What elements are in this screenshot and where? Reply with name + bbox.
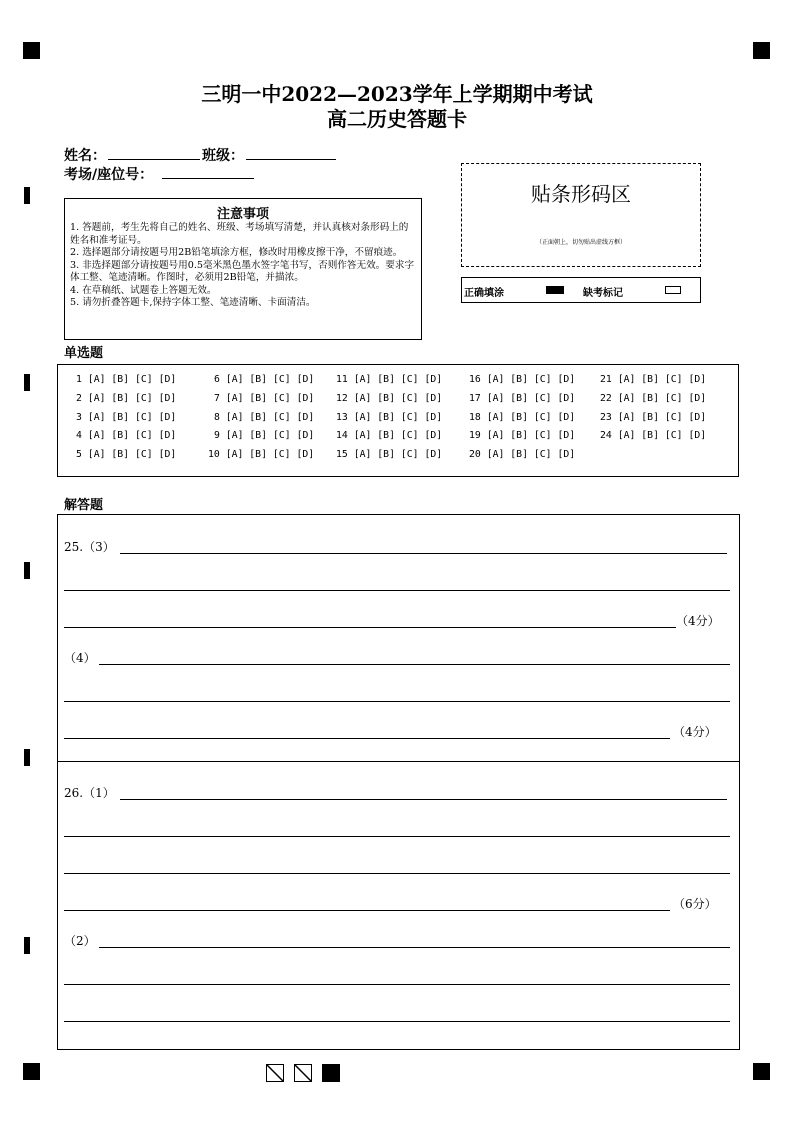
page-id-slash-box xyxy=(266,1064,284,1082)
answer-line[interactable] xyxy=(120,799,727,800)
timing-mark xyxy=(24,187,30,204)
notice-list xyxy=(70,222,415,310)
answer-line[interactable] xyxy=(64,590,730,591)
mcq-column xyxy=(336,371,442,465)
mcq-question-row[interactable]: 2 [A] [B] [C] [D] xyxy=(76,392,177,404)
page-subtitle: 高二历史答题卡 xyxy=(327,107,467,131)
answer-line[interactable] xyxy=(120,553,727,554)
mcq-question-row[interactable]: 9 [A] [B] [C] [D] xyxy=(214,430,315,442)
mcq-question-row[interactable]: 6 [A] [B] [C] [D] xyxy=(214,374,315,385)
mcq-question-row[interactable]: 20 [A] [B] [C] [D] xyxy=(469,449,576,461)
timing-mark xyxy=(24,937,30,954)
mcq-question-row[interactable]: 19 [A] [B] [C] [D] xyxy=(469,430,576,442)
mcq-question-row[interactable]: 5 [A] [B] [C] [D] xyxy=(76,449,177,461)
mcq-question-row[interactable]: 1 [A] [B] [C] [D] xyxy=(76,374,177,385)
q26-1-score: （6分） xyxy=(673,897,717,911)
name-label: 姓名： xyxy=(64,148,106,164)
mcq-question-row[interactable]: 23 [A] [B] [C] [D] xyxy=(600,411,707,423)
corner-mark-bottom-right xyxy=(753,1063,770,1080)
mcq-question-row[interactable]: 11 [A] [B] [C] [D] xyxy=(336,374,443,385)
timing-mark xyxy=(24,749,30,766)
q25-4-score: （4分） xyxy=(673,725,717,739)
mcq-question-row[interactable]: 16 [A] [B] [C] [D] xyxy=(469,374,576,385)
correct-fill-label: 正确填涂 xyxy=(464,288,504,299)
notice-item: 5. 请勿折叠答题卡,保持字体工整、笔迹清晰、卡面清洁。 xyxy=(70,297,316,308)
timing-mark xyxy=(24,562,30,579)
q26-1-label: 26.（1） xyxy=(64,786,115,800)
mcq-column xyxy=(76,371,176,465)
question-divider xyxy=(57,761,740,762)
notice-title: 注意事项 xyxy=(216,207,269,222)
answer-line[interactable] xyxy=(99,664,730,665)
mcq-question-row[interactable]: 17 [A] [B] [C] [D] xyxy=(469,392,576,404)
room-seat-field[interactable] xyxy=(162,178,254,179)
mcq-column xyxy=(469,371,575,465)
mcq-question-row[interactable]: 3 [A] [B] [C] [D] xyxy=(76,411,177,423)
q26-2-label: （2） xyxy=(64,934,96,948)
fill-guide xyxy=(461,277,701,303)
mcq-section-label: 单选题 xyxy=(64,346,104,361)
mcq-question-row[interactable]: 10 [A] [B] [C] [D] xyxy=(208,449,315,461)
barcode-note: （正面朝上，切勿贴出虚线方框） xyxy=(535,239,626,246)
absent-mark-label: 缺考标记 xyxy=(583,288,623,299)
mcq-column xyxy=(208,371,314,465)
timing-mark xyxy=(24,374,30,391)
corner-mark-top-left xyxy=(23,42,40,59)
mcq-question-row[interactable]: 13 [A] [B] [C] [D] xyxy=(336,411,443,423)
answer-line[interactable] xyxy=(64,836,730,837)
answers-area xyxy=(57,514,740,1050)
answer-line[interactable] xyxy=(64,701,730,702)
q25-3-label: 25.（3） xyxy=(64,540,115,554)
corner-mark-bottom-left xyxy=(23,1063,40,1080)
page-title: 三明一中2022—2023学年上学期期中考试 xyxy=(201,82,593,106)
answer-line[interactable] xyxy=(64,984,730,985)
absent-mark-checkbox[interactable] xyxy=(665,286,681,294)
class-field[interactable] xyxy=(246,159,336,160)
mcq-question-row[interactable]: 24 [A] [B] [C] [D] xyxy=(600,430,707,442)
mcq-question-row[interactable]: 12 [A] [B] [C] [D] xyxy=(336,392,443,404)
correct-fill-sample xyxy=(546,286,564,294)
answer-line[interactable] xyxy=(64,627,676,628)
notice-item: 2. 选择题部分请按题号用2B铅笔填涂方框，修改时用橡皮擦干净，不留痕迹。 xyxy=(70,247,403,258)
mcq-question-row[interactable]: 14 [A] [B] [C] [D] xyxy=(336,430,443,442)
mcq-question-row[interactable]: 7 [A] [B] [C] [D] xyxy=(214,392,315,404)
mcq-column xyxy=(600,371,706,446)
notice-item: 4. 在草稿纸、试题卷上答题无效。 xyxy=(70,284,217,296)
answer-line[interactable] xyxy=(64,873,730,874)
q25-3-score: （4分） xyxy=(676,614,720,628)
mcq-answer-grid xyxy=(57,364,739,477)
notice-item: 3. 非选择题部分请按题号用0.5毫米黑色墨水签字笔书写，否则作答无效。要求字体工整、笔迹清晰。作图时，必须用2B铅笔，并描浓。 xyxy=(70,259,415,283)
notice-box xyxy=(64,198,422,340)
page-id-slash-box xyxy=(294,1064,312,1082)
name-field[interactable] xyxy=(108,159,200,160)
mcq-question-row[interactable]: 15 [A] [B] [C] [D] xyxy=(336,449,443,461)
barcode-title: 贴条形码区 xyxy=(531,182,631,206)
answer-line[interactable] xyxy=(64,910,670,911)
answer-line[interactable] xyxy=(64,738,670,739)
mcq-question-row[interactable]: 4 [A] [B] [C] [D] xyxy=(76,430,177,442)
barcode-area xyxy=(461,163,701,267)
mcq-question-row[interactable]: 18 [A] [B] [C] [D] xyxy=(469,411,576,423)
answer-line[interactable] xyxy=(64,1021,730,1022)
mcq-question-row[interactable]: 21 [A] [B] [C] [D] xyxy=(600,374,707,385)
q25-4-label: （4） xyxy=(64,651,96,665)
class-label: 班级： xyxy=(202,148,244,164)
answer-line[interactable] xyxy=(99,947,730,948)
notice-item: 1. 答题前，考生先将自己的姓名、班级、考场填写清楚，并认真核对条形码上的姓名和准考证号。 xyxy=(70,222,409,246)
corner-mark-top-right xyxy=(753,42,770,59)
page-id-filled-box xyxy=(322,1064,340,1082)
room-seat-label: 考场/座位号： xyxy=(64,167,154,183)
answers-section-label: 解答题 xyxy=(64,498,104,513)
mcq-question-row[interactable]: 8 [A] [B] [C] [D] xyxy=(214,411,315,423)
mcq-question-row[interactable]: 22 [A] [B] [C] [D] xyxy=(600,392,707,404)
